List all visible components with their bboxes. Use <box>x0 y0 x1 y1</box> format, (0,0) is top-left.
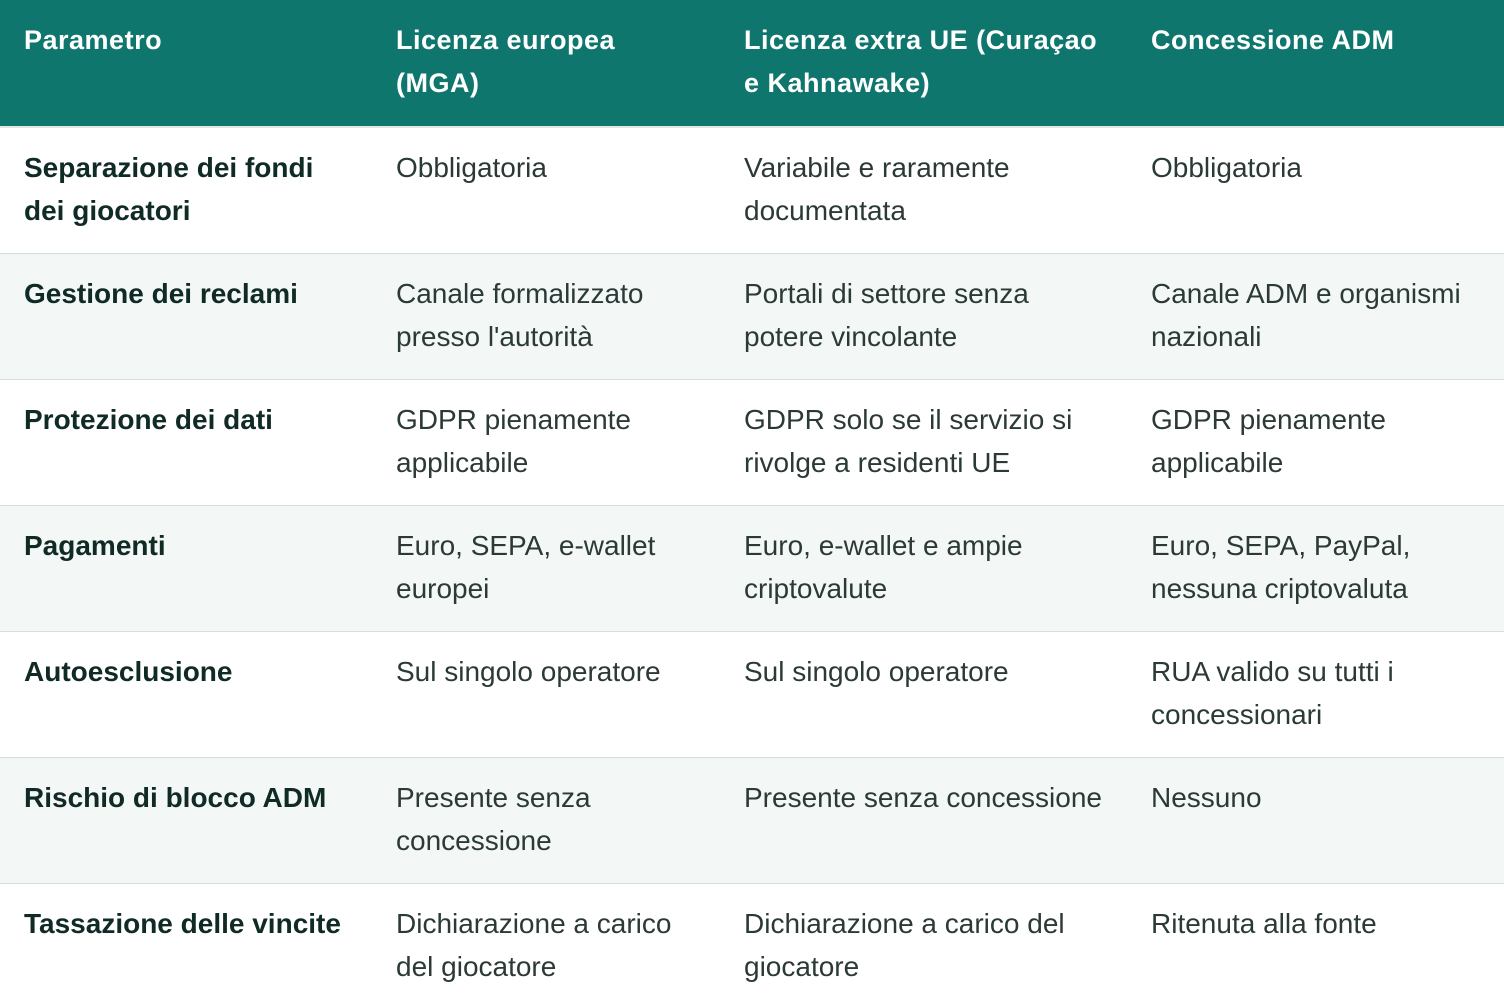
header-parametro: Parametro <box>0 0 372 127</box>
cell-adm: Ritenuta alla fonte <box>1151 907 1377 939</box>
header-concessione-adm: Concessione ADM <box>1127 0 1504 127</box>
cell-adm: Nessuno <box>1151 781 1262 813</box>
cell-adm: Canale ADM e organismi nazionali <box>1151 277 1461 352</box>
cell-adm: GDPR pienamente applicabile <box>1151 403 1387 478</box>
cell-mga: Sul singolo operatore <box>396 655 661 687</box>
cell-mga: Euro, SEPA, e-wallet europei <box>396 529 656 604</box>
row-parameter: Gestione dei reclami <box>24 277 298 309</box>
cell-extra-ue: Dichiarazione a carico del giocatore <box>744 907 1065 982</box>
cell-mga: Presente senza concessione <box>396 781 591 856</box>
cell-extra-ue: Variabile e raramente documentata <box>744 152 1010 226</box>
row-parameter: Rischio di blocco ADM <box>24 781 327 813</box>
row-parameter: Tassazione delle vincite <box>24 907 341 939</box>
table-row <box>0 379 1504 505</box>
cell-adm: Obbligatoria <box>1151 152 1302 183</box>
header-licenza-europea: Licenza europea (MGA) <box>372 0 720 127</box>
cell-extra-ue: Portali di settore senza potere vincolante <box>744 277 1029 352</box>
table-row <box>0 631 1504 757</box>
cell-mga: GDPR pienamente applicabile <box>396 403 632 478</box>
header-licenza-extra-ue: Licenza extra UE (Curaçao e Kahnawake) <box>720 0 1127 127</box>
table-row <box>0 505 1504 631</box>
cell-extra-ue: GDPR solo se il servizio si rivolge a residenti UE <box>744 403 1073 478</box>
cell-mga: Canale formalizzato presso l'autorità <box>396 277 644 352</box>
cell-adm: RUA valido su tutti i concessionari <box>1151 655 1394 730</box>
cell-extra-ue: Presente senza concessione <box>744 781 1102 813</box>
cell-mga: Dichiarazione a carico del giocatore <box>396 907 672 982</box>
cell-mga: Obbligatoria <box>396 152 547 183</box>
cell-extra-ue: Euro, e-wallet e ampie criptovalute <box>744 529 1023 604</box>
cell-extra-ue: Sul singolo operatore <box>744 655 1009 687</box>
table-row <box>0 127 1504 253</box>
row-parameter: Autoesclusione <box>24 655 233 687</box>
table-row <box>0 883 1504 1008</box>
cell-adm: Euro, SEPA, PayPal, nessuna criptovaluta <box>1151 529 1411 604</box>
row-parameter: Protezione dei dati <box>24 403 273 435</box>
row-parameter: Separazione dei fondi dei giocatori <box>24 152 314 226</box>
table-row <box>0 757 1504 883</box>
table-row <box>0 253 1504 379</box>
table-header-row <box>0 0 1504 127</box>
row-parameter: Pagamenti <box>24 529 166 561</box>
